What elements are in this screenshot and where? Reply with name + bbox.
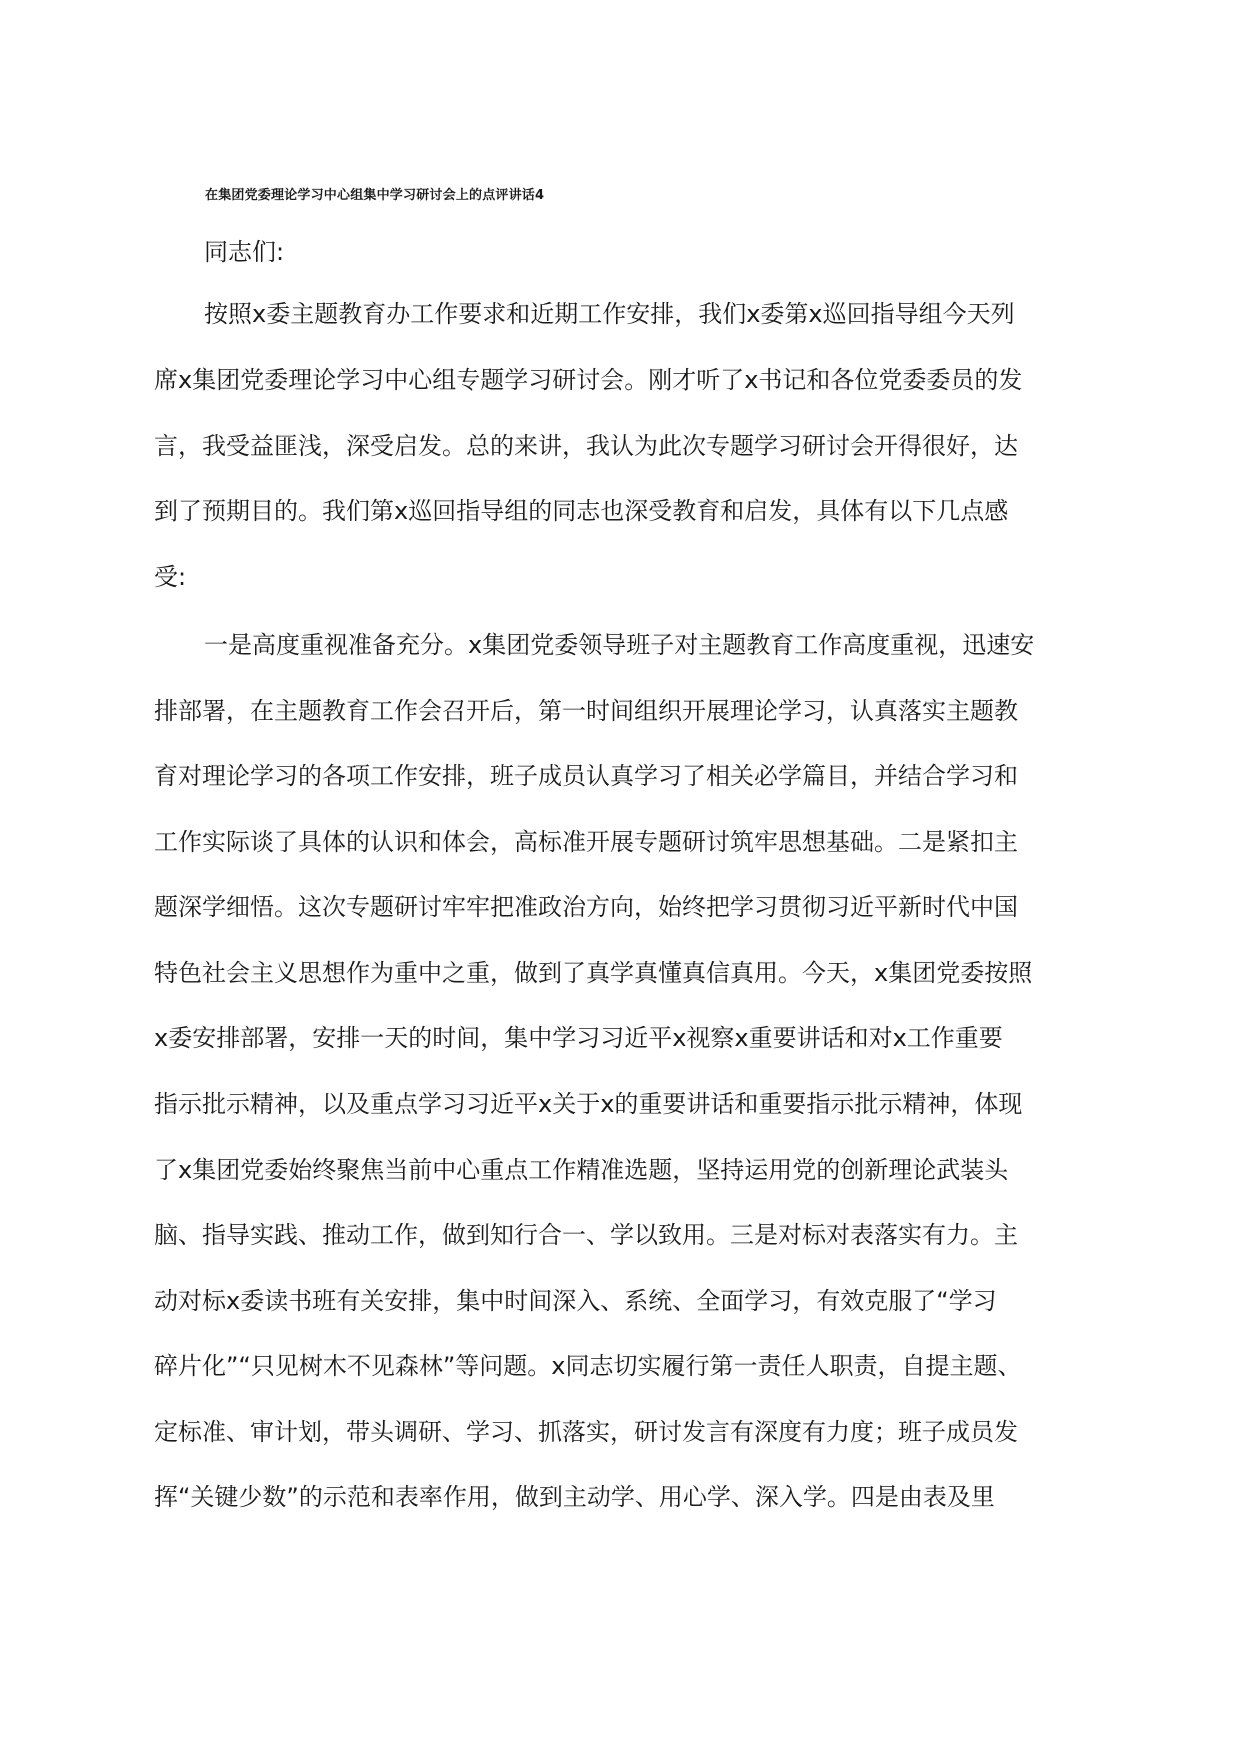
paragraph-line: 定标准、审计划，带头调研、学习、抓落实，研讨发言有深度有力度；班子成员发 xyxy=(154,1418,1018,1446)
paragraph-line: 席x集团党委理论学习中心组专题学习研讨会。刚才听了x书记和各位党委委员的发 xyxy=(154,366,1023,394)
greeting: 同志们: xyxy=(204,238,285,266)
paragraph-line: 挥“关键少数”的示范和表率作用，做到主动学、用心学、深入学。四是由表及里 xyxy=(154,1483,995,1511)
paragraph-line: 排部署，在主题教育工作会召开后，第一时间组织开展理论学习，认真落实主题教 xyxy=(154,697,1018,725)
document-title: 在集团党委理论学习中心组集中学习研讨会上的点评讲话4 xyxy=(205,188,545,203)
paragraph-line: 动对标x委读书班有关安排，集中时间深入、系统、全面学习，有效克服了“学习 xyxy=(154,1287,997,1315)
paragraph-line: 指示批示精神，以及重点学习习近平x关于x的重要讲话和重要指示批示精神，体现 xyxy=(154,1090,1023,1118)
paragraph-line: 受: xyxy=(154,563,187,591)
paragraph-line: 工作实际谈了具体的认识和体会，高标准开展专题研讨筑牢思想基础。二是紧扣主 xyxy=(154,828,1018,856)
paragraph-line: 按照x委主题教育办工作要求和近期工作安排，我们x委第x巡回指导组今天列 xyxy=(204,300,1015,328)
paragraph-line: 一是高度重视准备充分。x集团党委领导班子对主题教育工作高度重视，迅速安 xyxy=(204,631,1035,659)
paragraph-line: 特色社会主义思想作为重中之重，做到了真学真懂真信真用。今天，x集团党委按照 xyxy=(154,959,1033,987)
paragraph-line: 育对理论学习的各项工作安排，班子成员认真学习了相关必学篇目，并结合学习和 xyxy=(154,762,1018,790)
paragraph-line: 碎片化”“只见树木不见森林”等问题。x同志切实履行第一责任人职责，自提主题、 xyxy=(154,1352,1022,1380)
paragraph-line: x委安排部署，安排一天的时间，集中学习习近平x视察x重要讲话和对x工作重要 xyxy=(154,1024,1003,1052)
paragraph-line: 题深学细悟。这次专题研讨牢牢把准政治方向，始终把学习贯彻习近平新时代中国 xyxy=(154,893,1018,921)
paragraph-line: 了x集团党委始终聚焦当前中心重点工作精准选题，坚持运用党的创新理论武装头 xyxy=(154,1156,1009,1184)
paragraph-line: 言，我受益匪浅，深受启发。总的来讲，我认为此次专题学习研讨会开得很好，达 xyxy=(154,432,1018,460)
paragraph-line: 脑、指导实践、推动工作，做到知行合一、学以致用。三是对标对表落实有力。主 xyxy=(154,1221,1018,1249)
paragraph-line: 到了预期目的。我们第x巡回指导组的同志也深受教育和启发，具体有以下几点感 xyxy=(154,497,1009,525)
